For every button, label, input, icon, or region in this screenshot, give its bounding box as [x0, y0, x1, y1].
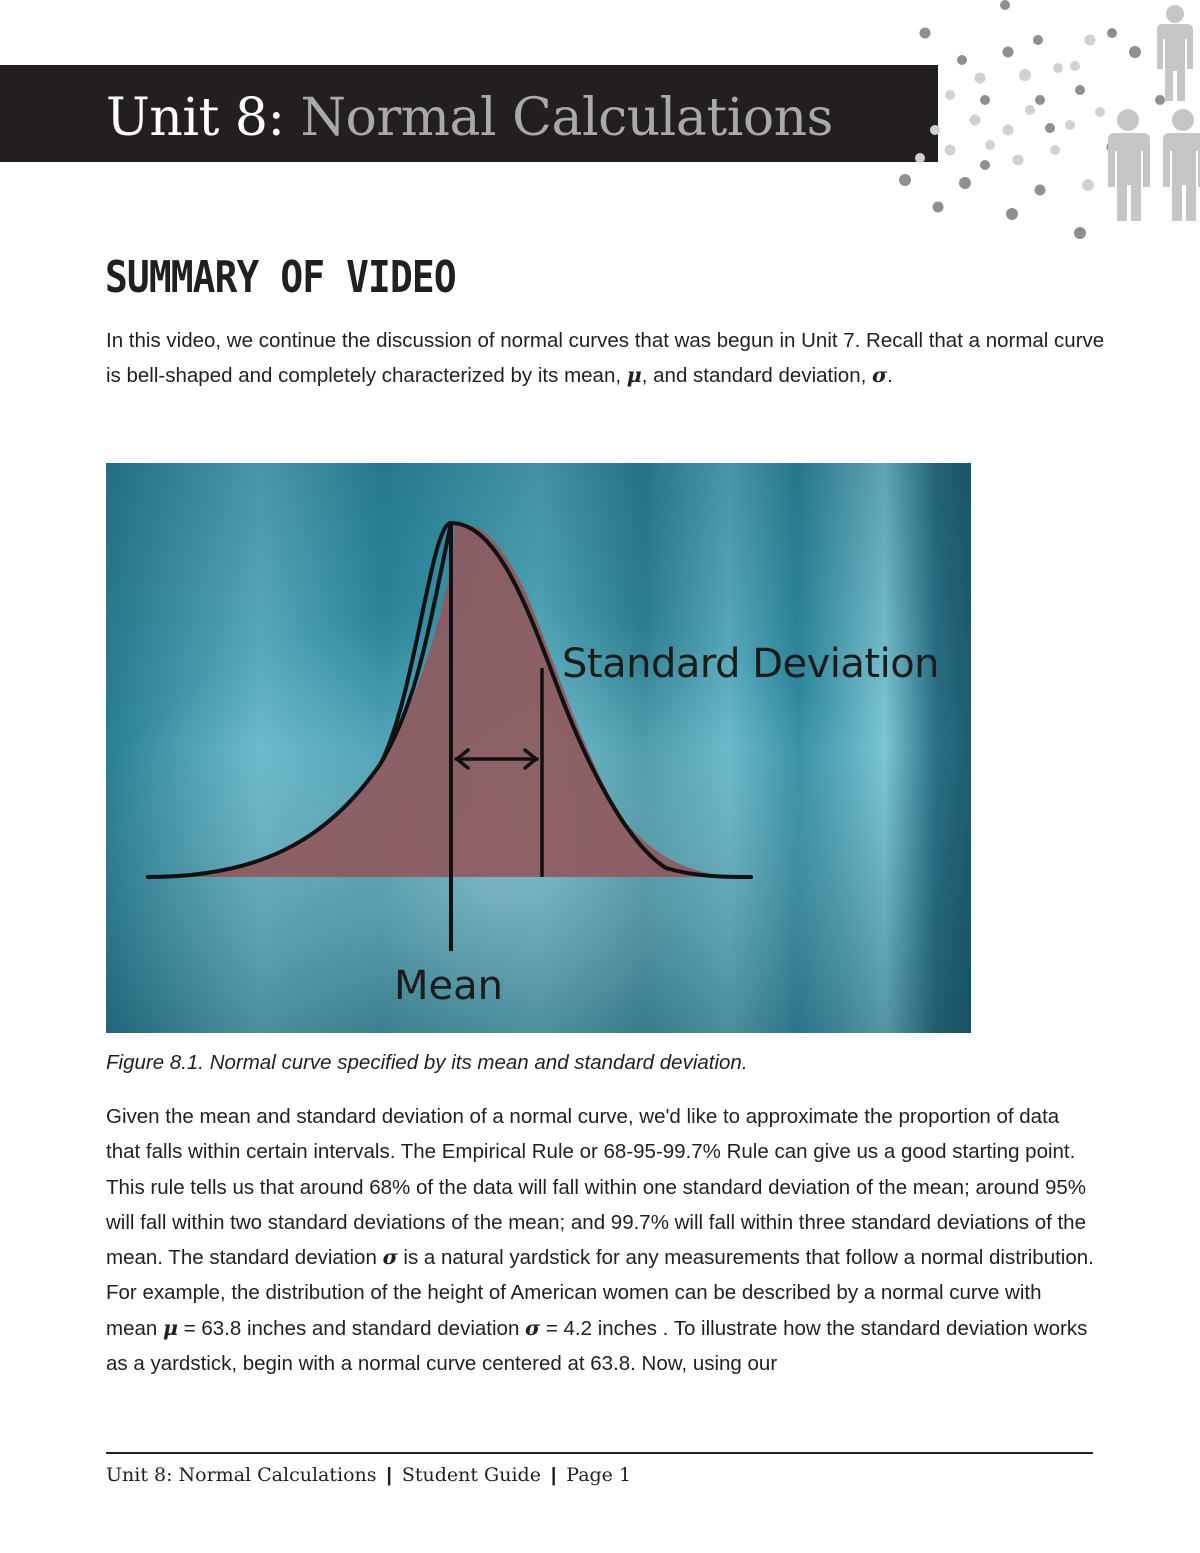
- footer-rule: [106, 1452, 1093, 1454]
- body-text: Given the mean and standard deviation of a normal curve, we'd like to approximate the proportion of data that falls within certain intervals. The Empirical Rule or 68-95-99.7% Rule can give us a good starting point. This rule tells us that around 68% of the data will fall within one standard deviation of the mean; around 95% will fall within two standard deviations of the mean; and 99.7% will fall within three standard deviations of the mean. The standard deviation: [106, 1105, 1087, 1270]
- intro-paragraph: [106, 323, 1106, 394]
- footer-page-number: Page 1: [566, 1464, 632, 1486]
- mu-symbol: μ: [162, 1315, 178, 1340]
- section-heading: SUMMARY OF VIDEO: [105, 252, 456, 303]
- people-dots-decoration: [890, 0, 1200, 250]
- body-text: = 4.2 inches . To illustrate how the standard deviation works as a yardstick, begin with a normal curve centered at 63.8. Now, using our: [106, 1316, 1088, 1376]
- sigma-symbol: σ: [525, 1315, 541, 1340]
- footer-guide: Student Guide: [401, 1464, 541, 1486]
- mu-symbol: μ: [626, 363, 642, 388]
- page-title: [106, 78, 833, 158]
- footer: [106, 1460, 631, 1491]
- footer-separator: |: [386, 1465, 392, 1486]
- figure-caption: Figure 8.1. Normal curve specified by its mean and standard deviation.: [106, 1051, 748, 1074]
- footer-unit: Unit 8: Normal Calculations: [106, 1464, 377, 1486]
- sigma-symbol: σ: [382, 1245, 398, 1270]
- mean-label: Mean: [394, 963, 503, 1009]
- standard-deviation-label: Standard Deviation: [562, 641, 940, 687]
- intro-text: .: [887, 364, 893, 388]
- intro-text: , and standard deviation,: [641, 364, 872, 388]
- sigma-symbol: σ: [871, 363, 888, 388]
- body-text: is a natural yardstick for any measurements that follow a normal distribution. For example, the distribution of the height of American women can be described by a normal curve with mean: [106, 1246, 1094, 1340]
- normal-curve-figure: [106, 463, 971, 1033]
- unit-label: Unit 8:: [106, 88, 285, 148]
- intro-text: In this video, we continue the discussion of normal curves that was begun in Unit 7. Recall that a normal curve is bell-shaped and completely characterized by its mean,: [106, 329, 1105, 388]
- unit-name: Normal Calculations: [300, 88, 833, 148]
- body-paragraph: [106, 1099, 1096, 1381]
- footer-separator: |: [550, 1465, 557, 1486]
- body-text: = 63.8 inches and standard deviation: [178, 1316, 526, 1340]
